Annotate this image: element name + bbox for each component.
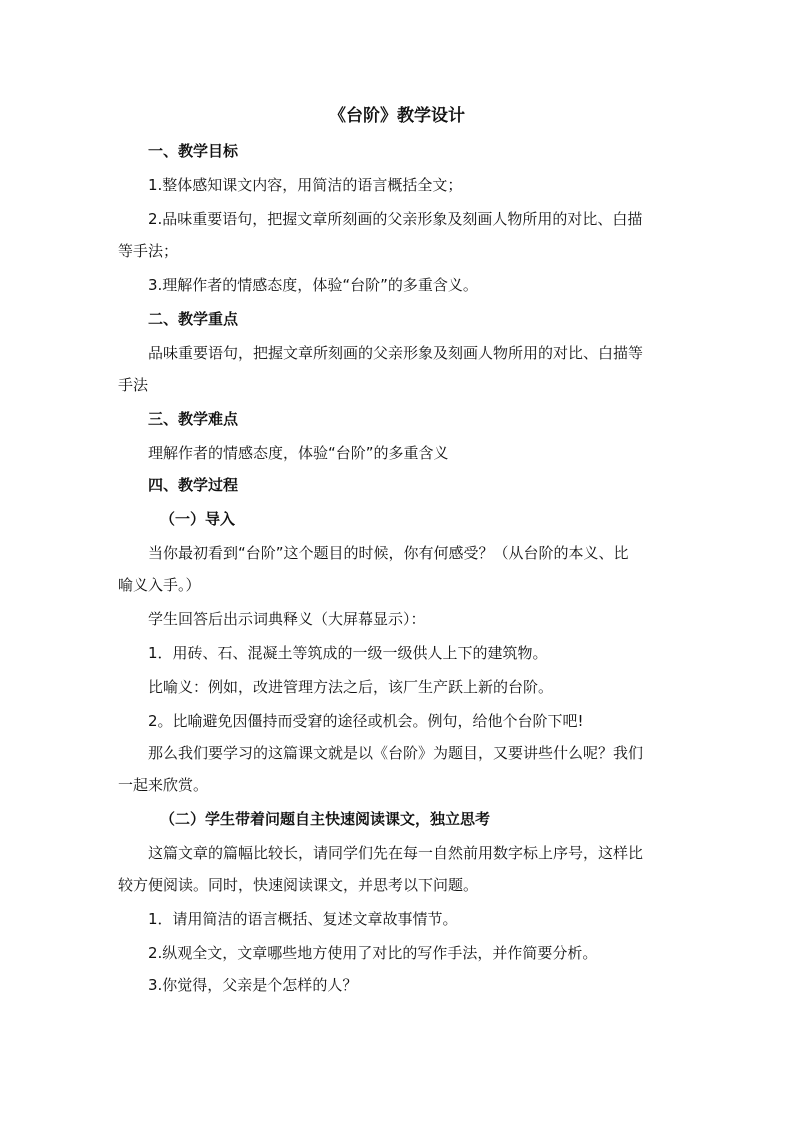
goal-item-1: 1.整体感知课文内容，用简洁的语言概括全文； bbox=[148, 176, 463, 194]
key-points-text-line-1: 品味重要语句，把握文章所刻画的父亲形象及刻画人物所用的对比、白描等 bbox=[148, 344, 644, 362]
intro-paragraph-1-line-2: 喻义入手。） bbox=[118, 576, 201, 594]
section-heading-key-points: 二、教学重点 bbox=[148, 310, 239, 328]
key-points-text-line-2: 手法 bbox=[118, 376, 149, 394]
goal-item-2-line-1: 2.品味重要语句，把握文章所刻画的父亲形象及刻画人物所用的对比、白描 bbox=[148, 210, 643, 228]
reading-question-3: 3.你觉得，父亲是个怎样的人？ bbox=[148, 976, 358, 994]
intro-paragraph-1-line-1: 当你最初看到“台阶”这个题目的时候，你有何感受？（从台阶的本义、比 bbox=[148, 544, 629, 562]
difficulties-text: 理解作者的情感态度，体验“台阶”的多重含义 bbox=[148, 444, 449, 462]
intro-paragraph-closing-line-1: 那么我们要学习的这篇课文就是以《台阶》为题目，又要讲些什么呢？我们 bbox=[148, 744, 644, 762]
reading-paragraph-line-2: 较方便阅读。同时，快速阅读课文，并思考以下问题。 bbox=[118, 876, 479, 894]
document-title: 《台阶》教学设计 bbox=[329, 106, 465, 126]
section-heading-difficulties: 三、教学难点 bbox=[148, 410, 239, 428]
reading-question-2: 2.纵观全文，文章哪些地方使用了对比的写作手法，并作简要分析。 bbox=[148, 944, 598, 962]
reading-paragraph-line-1: 这篇文章的篇幅比较长，请同学们先在每一自然前用数字标上序号，这样比 bbox=[148, 844, 644, 862]
section-heading-goals: 一、教学目标 bbox=[148, 142, 239, 160]
subsection-heading-reading: （二）学生带着问题自主快速阅读课文，独立思考 bbox=[160, 810, 491, 828]
reading-question-1: 1．请用简洁的语言概括、复述文章故事情节。 bbox=[148, 910, 458, 928]
intro-metaphor-example: 比喻义：例如，改进管理方法之后，该厂生产跃上新的台阶。 bbox=[148, 678, 554, 696]
section-heading-process: 四、教学过程 bbox=[148, 476, 239, 494]
intro-paragraph-2: 学生回答后出示词典释义（大屏幕显示）： bbox=[148, 610, 426, 628]
subsection-heading-intro: （一）导入 bbox=[160, 510, 236, 528]
intro-paragraph-closing-line-2: 一起来欣赏。 bbox=[118, 776, 209, 794]
goal-item-2-line-2: 等手法； bbox=[118, 242, 179, 260]
intro-definition-2: 2。比喻避免因僵持而受窘的途径或机会。例句，给他个台阶下吧! bbox=[148, 712, 584, 730]
goal-item-3: 3.理解作者的情感态度，体验“台阶”的多重含义。 bbox=[148, 276, 478, 294]
intro-definition-1: 1．用砖、石、混凝土等筑成的一级一级供人上下的建筑物。 bbox=[148, 644, 548, 662]
